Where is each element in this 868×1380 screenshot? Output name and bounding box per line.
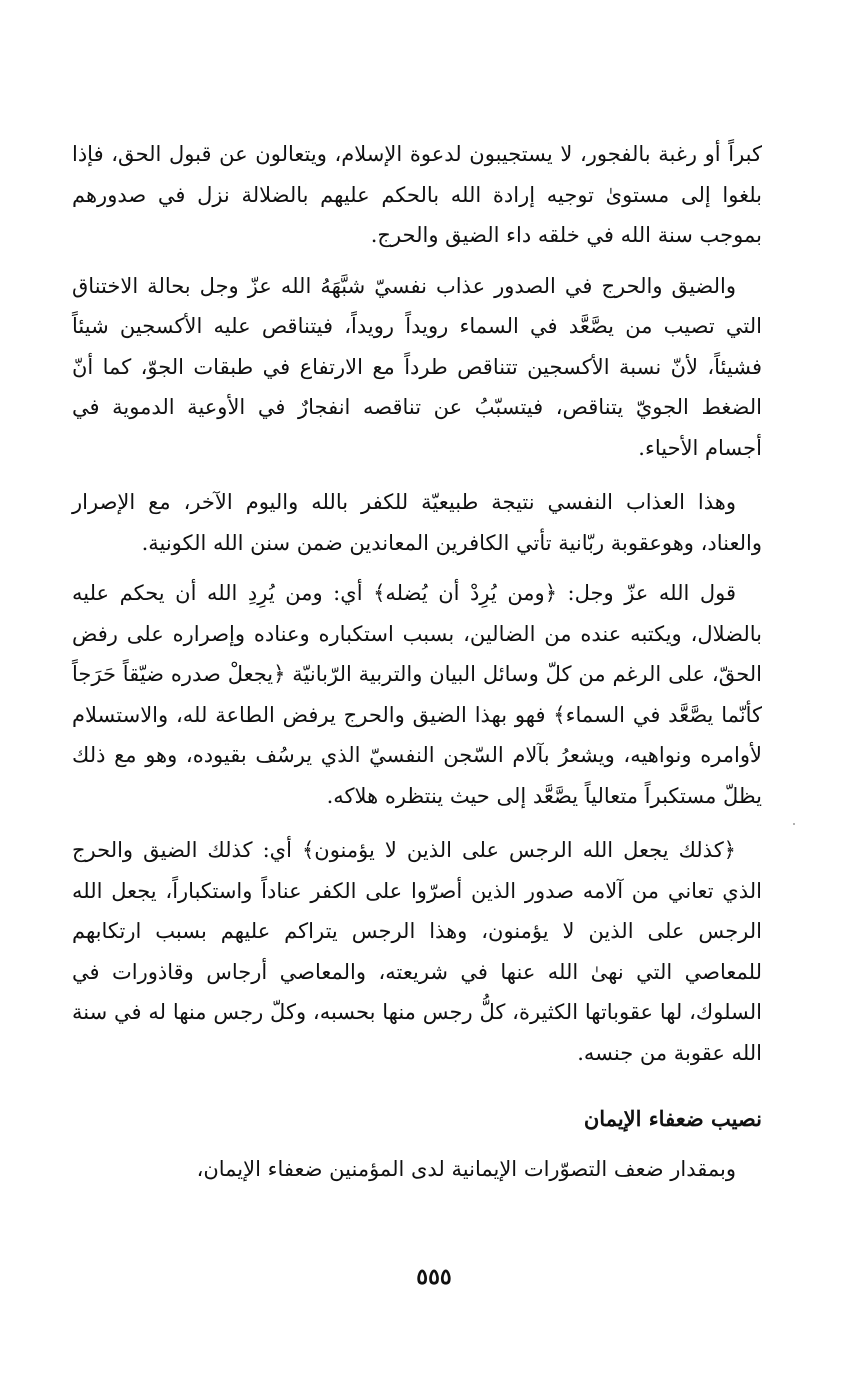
- paragraph-gap: [72, 563, 762, 573]
- paragraph-2: والضيق والحرج في الصدور عذاب نفسيّ شبَّهَهُ الله عزّ وجل بحالة الاختناق التي تصيب من يصَّعَّد في السماء رويداً رويداً، فيتناقص عليه الأكسجين شيئاً فشيئاً، لأنّ نسبة الأكسجين تتناقص طرداً مع الارتفاع في طبقات الجوّ، كما أنّ الضغط الجويّ يتناقص، فيتسبّبُ عن تناقصه انفجارٌ في الأوعية الدموية في أجسام الأحياء.: [72, 273, 762, 460]
- page-number: ٥٥٥: [416, 1264, 452, 1290]
- section-heading: نصيب ضعفاء الإيمان: [583, 1106, 762, 1131]
- paragraph-gap: [72, 468, 762, 482]
- closing-paragraph: وبمقدار ضعف التصوّرات الإيمانية لدى المؤمنين ضعفاء الإيمان،: [196, 1157, 736, 1181]
- paragraph-4: قول الله عزّ وجل: ﴿ومن يُرِدْ أن يُضله﴾ أي: ومن يُرِدِ الله أن يحكم عليه بالضلال، ويكتبه عنده من الضالين، بسبب استكباره وعناده وإصراره على رفض الحقّ، على الرغم من كلّ وسائل البيان والتربية الرّبانيّة ﴿يجعلْ صدره ضيّقاً حَرَجاً كأنّما يصَّعَّد في السماء﴾ فهو بهذا الضيق والحرج يرفض الطاعة لله، والاستسلام لأوامره ونواهيه، ويشعرُ بآلام السّجن النفسيّ الذي يرسُف بقيوده، وهو مع ذلك يظلّ مستكبراً متعالياً يصَّعَّد إلى حيث ينتظره هلاكه.: [72, 581, 762, 808]
- paragraph-gap: [72, 1139, 762, 1149]
- page-body: [72, 134, 762, 1190]
- paragraph-gap: [72, 1073, 762, 1099]
- paragraph-gap: [72, 816, 762, 830]
- paragraph-3: وهذا العذاب النفسي نتيجة طبيعيّة للكفر بالله واليوم الآخر، مع الإصرار والعناد، وهوعقوبة ربّانية تأتي الكافرين المعاندين ضمن سنن الله الكونية.: [72, 490, 762, 555]
- paragraph-1: كبراً أو رغبة بالفجور، لا يستجيبون لدعوة الإسلام، ويتعالون عن قبول الحق، فإذا بلغوا إلى مستوىٰ توجيه إرادة الله بالحكم عليهم بالضلالة نزل في صدورهم بموجب سنة الله في خلقه داء الضيق والحرج.: [72, 142, 762, 247]
- paragraph-5: ﴿كذلك يجعل الله الرجس على الذين لا يؤمنون﴾ أي: كذلك الضيق والحرج الذي تعاني من آلامه صدور الذين أصرّوا على الكفر عناداً واستكباراً، يجعل الله الرجس على الذين لا يؤمنون، وهذا الرجس يتراكم عليهم بسبب ارتكابهم للمعاصي التي نهىٰ الله عنها في شريعته، والمعاصي أرجاس وقاذورات في السلوك، لها عقوباتها الكثيرة، كلُّ رجس منها بحسبه، وكلّ رجس منها له في سنة الله عقوبة من جنسه.: [72, 838, 762, 1065]
- scan-speck: [793, 823, 795, 825]
- paragraph-gap: [72, 256, 762, 266]
